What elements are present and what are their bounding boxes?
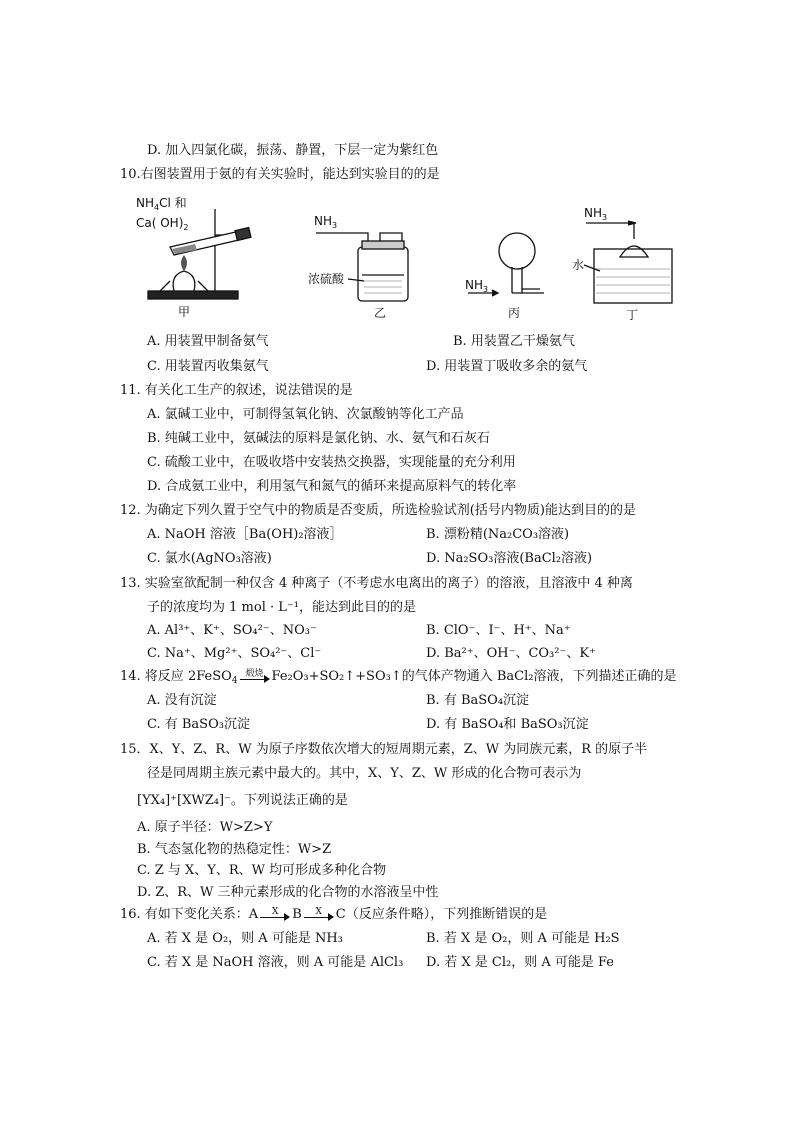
q10-option-b: B. 用装置乙干燥氨气: [453, 334, 575, 349]
ionic-formula: [YX₄]⁺[XWZ₄]⁻: [137, 793, 231, 808]
q13-option-b: B. ClO⁻、I⁻、H⁺、Na⁺: [426, 623, 571, 638]
q15-option-b: B. 气态氢化物的热稳定性：W>Z: [137, 842, 332, 857]
q12-option-c: C. 氯水(AgNO₃溶液): [147, 551, 272, 566]
q15-option-d: D. Z、R、W 三种元素形成的化合物的水溶液呈中性: [137, 885, 439, 900]
reaction-arrow-icon: [302, 906, 336, 924]
q14-stem-pre: 14. 将反应 2FeSO: [120, 669, 232, 684]
q16-option-a: A. 若 X 是 O₂，则 A 可能是 NH₃: [147, 931, 343, 946]
q11-stem: 11. 有关化工生产的叙述，说法错误的是: [120, 383, 353, 398]
ding-gas-label: $NH_3$: [584, 206, 608, 222]
q10-option-a: A. 用装置甲制备氨气: [147, 334, 269, 349]
q11-option-c: C. 硫酸工业中，在吸收塔中安装热交换器，实现能量的充分利用: [147, 455, 516, 470]
q15-option-c: C. Z 与 X、Y、R、W 均可形成多种化合物: [137, 863, 387, 878]
q12-stem: 12. 为确定下列久置于空气中的物质是否变质，所选检验试剂(括号内物质)能达到目的的是: [120, 503, 636, 518]
q16-stem-post: C（反应条件略），下列推断错误的是: [335, 907, 548, 922]
q13-option-a: A. Al³⁺、K⁺、SO₄²⁻、NO₃⁻: [147, 623, 317, 638]
q12-option-a: A. NaOH 溶液［Ba(OH)₂溶液］: [147, 527, 343, 542]
ding-label: 丁: [626, 308, 639, 322]
q16-option-d: D. 若 X 是 Cl₂，则 A 可能是 Fe: [426, 955, 614, 970]
q14-option-d: D. 有 BaSO₄和 BaSO₃沉淀: [426, 717, 589, 732]
q16-option-b: B. 若 X 是 O₂，则 A 可能是 H₂S: [426, 931, 620, 946]
arrow-reagent-2: X: [315, 907, 322, 917]
arrow-reagent-1: X: [271, 907, 279, 917]
apparatus-jia: [136, 196, 251, 319]
apparatus-ding: [572, 206, 672, 322]
q16-stem: [120, 906, 547, 924]
q14-stem-sub: 4: [231, 676, 238, 686]
jia-label: 甲: [178, 305, 191, 319]
q14-option-b: B. 有 BaSO₄沉淀: [426, 693, 530, 708]
q15-stem-line2: 径是同周期主族元素中最大的。其中，X、Y、Z、W 形成的化合物可表示为: [147, 766, 582, 781]
jia-reagent-2: Ca( $OH)_2$: [136, 216, 189, 232]
bing-label: 丙: [508, 306, 521, 320]
yi-gas-label: $NH_3$: [314, 214, 338, 230]
q14-stem: [120, 668, 676, 686]
q10-option-c: C. 用装置丙收集氨气: [147, 359, 269, 374]
q12-option-d: D. Na₂SO₃溶液(BaCl₂溶液): [426, 551, 593, 566]
q15-formula-line: [137, 792, 348, 810]
q13-stem-line1: 13. 实验室欲配制一种仅含 4 种离子（不考虑水电离出的离子）的溶液，且溶液中 4 种离: [120, 576, 633, 591]
apparatus-bing: [465, 233, 544, 320]
q14-option-a: A. 没有沉淀: [147, 693, 217, 708]
q12-option-b: B. 漂粉精(Na₂CO₃溶液): [426, 527, 570, 542]
jia-reagent-1: $NH_4Cl$ 和: [136, 196, 187, 212]
q16-stem-pre: 16. 有如下变化关系：A: [120, 907, 259, 922]
reaction-arrow-icon: [258, 906, 292, 924]
q10-stem: 10.右图装置用于氨的有关实验时，能达到实验目的的是: [120, 167, 440, 182]
q16-option-c: C. 若 X 是 NaOH 溶液，则 A 可能是 AlCl₃: [147, 955, 404, 970]
q11-option-b: B. 纯碱工业中，氨碱法的原料是氯化钠、水、氨气和石灰石: [147, 431, 490, 446]
q15-option-a: A. 原子半径：W>Z>Y: [137, 820, 273, 835]
apparatus-yi: [308, 214, 408, 320]
q13-option-d: D. Ba²⁺、OH⁻、CO₃²⁻、K⁺: [426, 646, 596, 661]
q14-stem-post: Fe₂O₃+SO₂↑+SO₃↑的气体产物通入 BaCl₂溶液，下列描述正确的是: [271, 669, 677, 684]
q10-option-d: D. 用装置丁吸收多余的氨气: [426, 359, 588, 374]
yi-liquid-label: 浓硫酸: [308, 272, 345, 286]
apparatus-diagram: [136, 195, 680, 325]
reaction-arrow-icon: [238, 668, 272, 686]
ding-liquid-label: 水: [572, 258, 585, 272]
reaction-condition: 煅烧: [245, 669, 264, 679]
q13-stem-line2: 子的浓度均为 1 mol · L⁻¹，能达到此目的的是: [147, 600, 416, 615]
q15-stem-line1: 15．X、Y、Z、R、W 为原子序数依次增大的短周期元素，Z、W 为同族元素，R 的原子半: [120, 742, 648, 757]
bing-gas-label: $NH_3$: [465, 278, 489, 294]
q16-stem-mid: B: [292, 907, 302, 922]
q14-option-c: C. 有 BaSO₃沉淀: [147, 717, 250, 732]
q10-apparatus-figure: [136, 195, 680, 325]
yi-label: 乙: [374, 306, 387, 320]
q9-option-d: D. 加入四氯化碳，振荡、静置，下层一定为紫红色: [147, 143, 439, 158]
q11-option-a: A. 氯碱工业中，可制得氢氧化钠、次氯酸钠等化工产品: [147, 407, 464, 422]
q13-option-c: C. Na⁺、Mg²⁺、SO₄²⁻、Cl⁻: [147, 646, 322, 661]
q15-formula-tail: 。下列说法正确的是: [230, 793, 348, 808]
q11-option-d: D. 合成氨工业中，利用氢气和氮气的循环来提高原料气的转化率: [147, 479, 517, 494]
